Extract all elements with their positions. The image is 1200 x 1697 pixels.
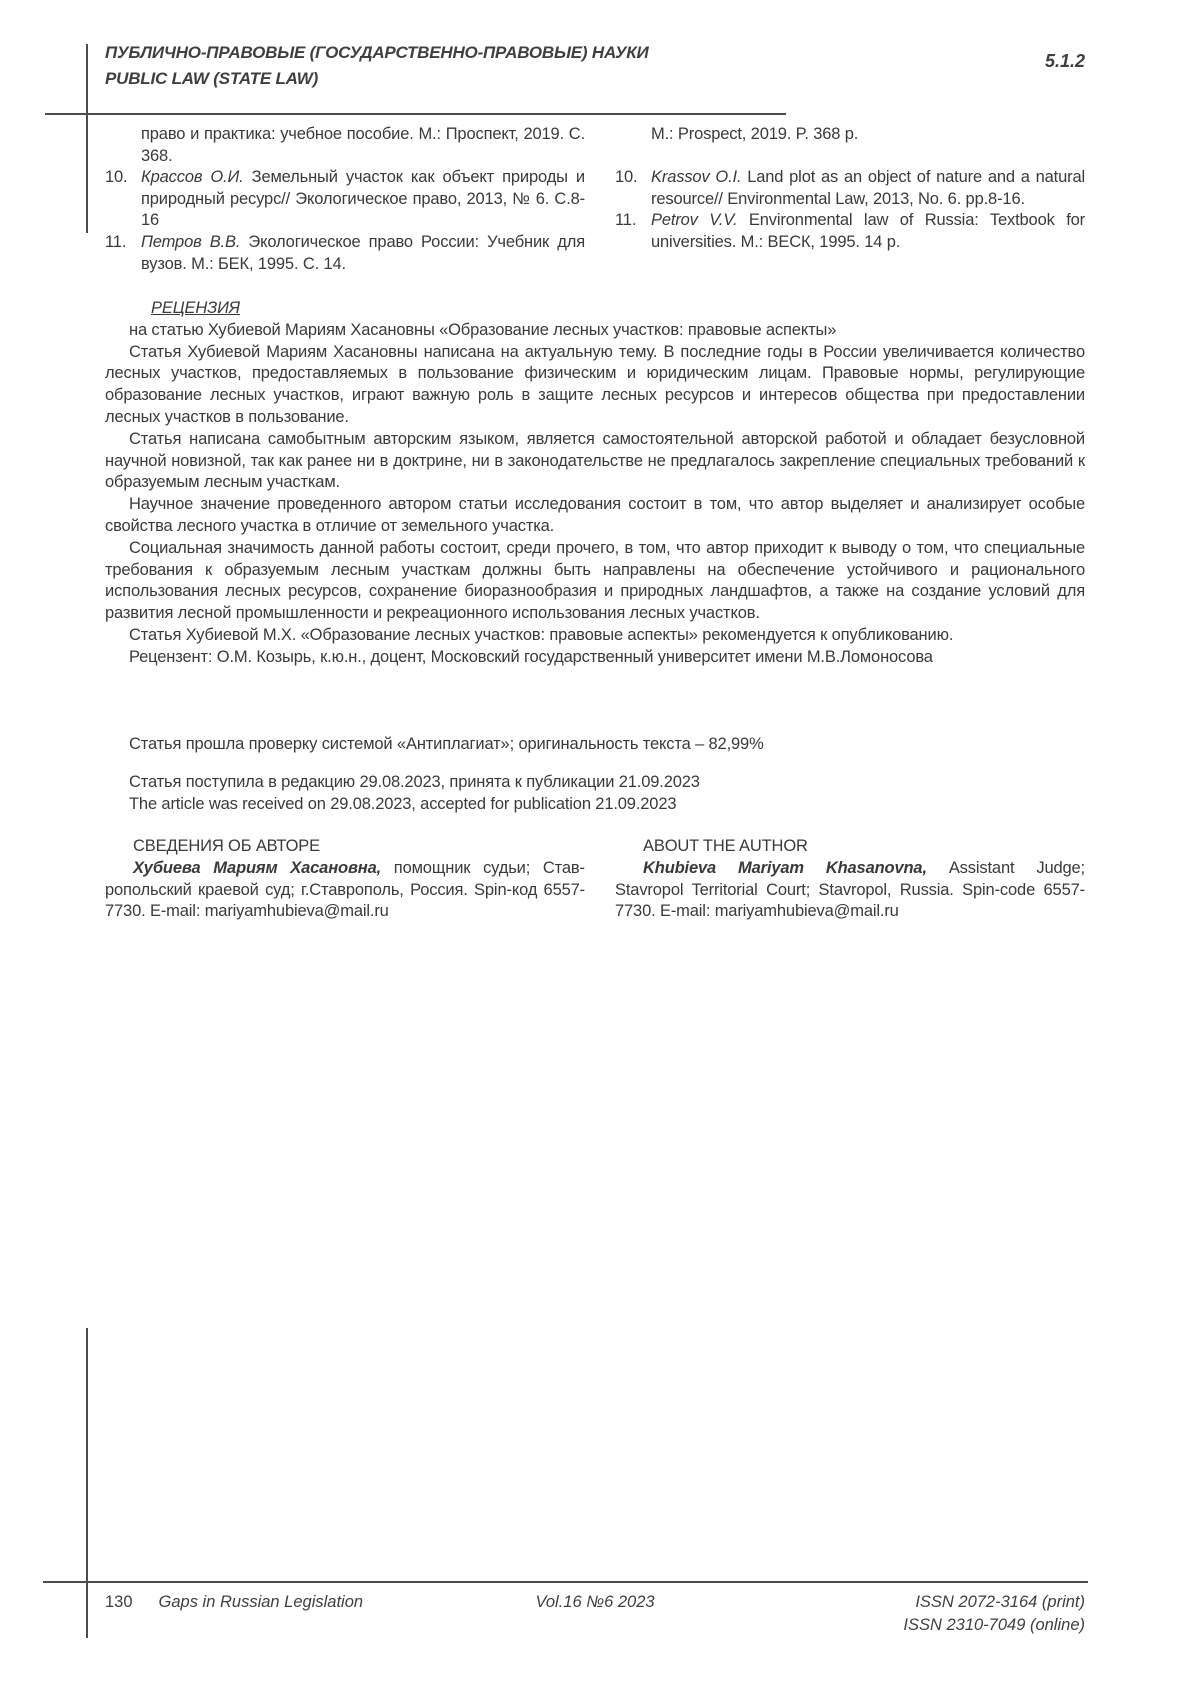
reference-item xyxy=(615,210,1085,253)
references-section xyxy=(105,124,1085,275)
reference-number: 11. xyxy=(105,232,127,251)
reference-item xyxy=(615,167,1085,210)
author-name-ru: Хубиева Мариям Хасановна, xyxy=(133,858,394,877)
reference-number xyxy=(615,124,651,146)
page-footer xyxy=(105,1591,1085,1637)
references-column-ru xyxy=(105,124,585,275)
left-margin-line-top xyxy=(86,44,88,233)
about-author-ru xyxy=(105,836,585,923)
antiplagiarism-note: Статья прошла проверку системой «Антиплагиат»; оригинальность текста – 82,99% xyxy=(129,735,764,753)
review-recommendation: Статья Хубиевой М.Х. «Образование лесных участков: правовые аспекты» рекомендуется к опубликованию. xyxy=(129,625,954,644)
section-titles xyxy=(105,40,649,92)
reference-body: Environmental law of Russia: Textbook for universities. М.: ВЕСК, 1995. 14 p. xyxy=(651,211,1085,251)
section-title-ru: ПУБЛИЧНО-ПРАВОВЫЕ (ГОСУДАРСТВЕННО-ПРАВОВЫЕ) НАУКИ xyxy=(105,43,649,62)
author-details-ru: помощник судьи; Ставропольский краевой суд; г.Ставрополь, Россия. Spin-код 6557-7730. E-mail: mariyamhubieva@mail.ru xyxy=(105,858,585,921)
section-title-en: PUBLIC LAW (STATE LAW) xyxy=(105,69,319,88)
reference-author: Krassov O.I. xyxy=(651,168,748,187)
reference-item xyxy=(105,124,585,167)
review-reviewer: Рецензент: О.М. Козырь, к.ю.н., доцент, Московский государственный университет имени М.В.Ломоносова xyxy=(129,647,933,666)
reference-text xyxy=(141,124,585,167)
footer-rule xyxy=(43,1581,1088,1583)
reference-author: Петров В.В. xyxy=(141,232,249,251)
reference-text xyxy=(651,210,1085,253)
review-heading: РЕЦЕНЗИЯ xyxy=(151,299,240,317)
review-paragraph: Статья Хубиевой Мариям Хасановны написана на актуальную тему. В последние годы в России увеличивается количество лесных участков, предоставляемых в пользование физическим и юридическим лицам. Правовые нормы, регулирующие образование лесных участков, играют важную роль в защите лесных ресурсов и интересов общества при предоставлении лесных участков в пользование. xyxy=(105,342,1085,426)
page-number: 130 xyxy=(105,1593,133,1611)
reference-text xyxy=(141,232,585,275)
submission-date-ru: Статья поступила в редакцию 29.08.2023, принята к публикации 21.09.2023 xyxy=(129,773,700,791)
page-header xyxy=(105,40,1085,92)
about-author-en xyxy=(615,836,1085,923)
author-details-en: Assistant Judge; Stavropol Territorial Court; Stavropol, Russia. Spin-code 6557-7730. E-mail: mariyamhubieva@mail.ru xyxy=(615,858,1085,921)
reference-text xyxy=(651,124,1085,146)
issn-block xyxy=(655,1591,1085,1637)
submission-date-en: The article was received on 29.08.2023, accepted for publication 21.09.2023 xyxy=(129,795,677,813)
review-subtitle: на статью Хубиевой Мариям Хасановны «Образование лесных участков: правовые аспекты» xyxy=(129,320,837,339)
reference-body: право и практика: учебное пособие. М.: Проспект, 2019. С. 368. xyxy=(141,125,585,165)
about-author-section xyxy=(105,836,1085,923)
review-section xyxy=(105,298,1085,669)
reference-text xyxy=(651,167,1085,210)
review-paragraph: Социальная значимость данной работы состоит, среди прочего, в том, что автор приходит к выводу о том, что специальные требования к образуемым лесным участкам должны быть направлены на обеспечение устойчивого и рационального использования лесных ресурсов, сохранение биоразнообразия и природных ландшафтов, а также на создание условий для развития лесной промышленности и рекреационного использования лесных участков. xyxy=(105,538,1085,623)
reference-text xyxy=(141,167,585,232)
issn-print: ISSN 2072-3164 (print) xyxy=(915,1593,1085,1611)
left-margin-line-bottom xyxy=(86,1328,88,1638)
review-paragraph: Статья написана самобытным авторским языком, является самостоятельной авторской работой и обладает безусловной научной новизной, так как ранее ни в доктрине, ни в законодательстве не предлагалось закрепление специальных требований к образуемым лесным участкам. xyxy=(105,429,1085,492)
reference-number: 10. xyxy=(615,168,638,187)
review-paragraph: Научное значение проведенного автором статьи исследования состоит в том, что автор выделяет и анализирует особые свойства лесного участка в отличие от земельного участка. xyxy=(105,495,1085,535)
reference-item xyxy=(105,167,585,232)
reference-item xyxy=(105,232,585,275)
reference-body: Земельный участок как объект природы и природный ресурс// Экологическое право, 2013, № 6. С.8-16 xyxy=(141,168,585,230)
specialty-code: 5.1.2 xyxy=(1044,51,1085,71)
reference-author: Petrov V.V. xyxy=(651,211,749,230)
about-author-text-en xyxy=(615,858,1085,923)
about-author-text-ru xyxy=(105,858,585,923)
references-column-en xyxy=(615,124,1085,275)
volume-issue: Vol.16 №6 2023 xyxy=(535,1593,655,1611)
issn-online: ISSN 2310-7049 (online) xyxy=(903,1616,1085,1634)
footer-left xyxy=(105,1591,535,1637)
reference-body: М.: Prospect, 2019. P. 368 p. xyxy=(651,125,859,143)
about-author-heading-ru: СВЕДЕНИЯ ОБ АВТОРЕ xyxy=(133,837,321,855)
reference-number: 11. xyxy=(615,211,637,230)
reference-item xyxy=(615,124,1085,146)
about-author-heading-en: ABOUT THE AUTHOR xyxy=(643,837,808,855)
author-name-en: Khubieva Mariyam Khasanovna, xyxy=(643,858,949,877)
reference-number xyxy=(105,124,141,167)
reference-author: Крассов О.И. xyxy=(141,168,252,187)
journal-title: Gaps in Russian Legislation xyxy=(158,1593,364,1611)
reference-body: Экологическое право России: Учебник для вузов. М.: БЕК, 1995. С. 14. xyxy=(141,232,585,273)
reference-number: 10. xyxy=(105,168,128,187)
submission-dates xyxy=(105,771,1085,815)
header-rule xyxy=(45,113,786,115)
reference-body: Land plot as an object of nature and a natural resource// Environmental Law, 2013, No. 6. pp.8-16. xyxy=(651,168,1085,208)
